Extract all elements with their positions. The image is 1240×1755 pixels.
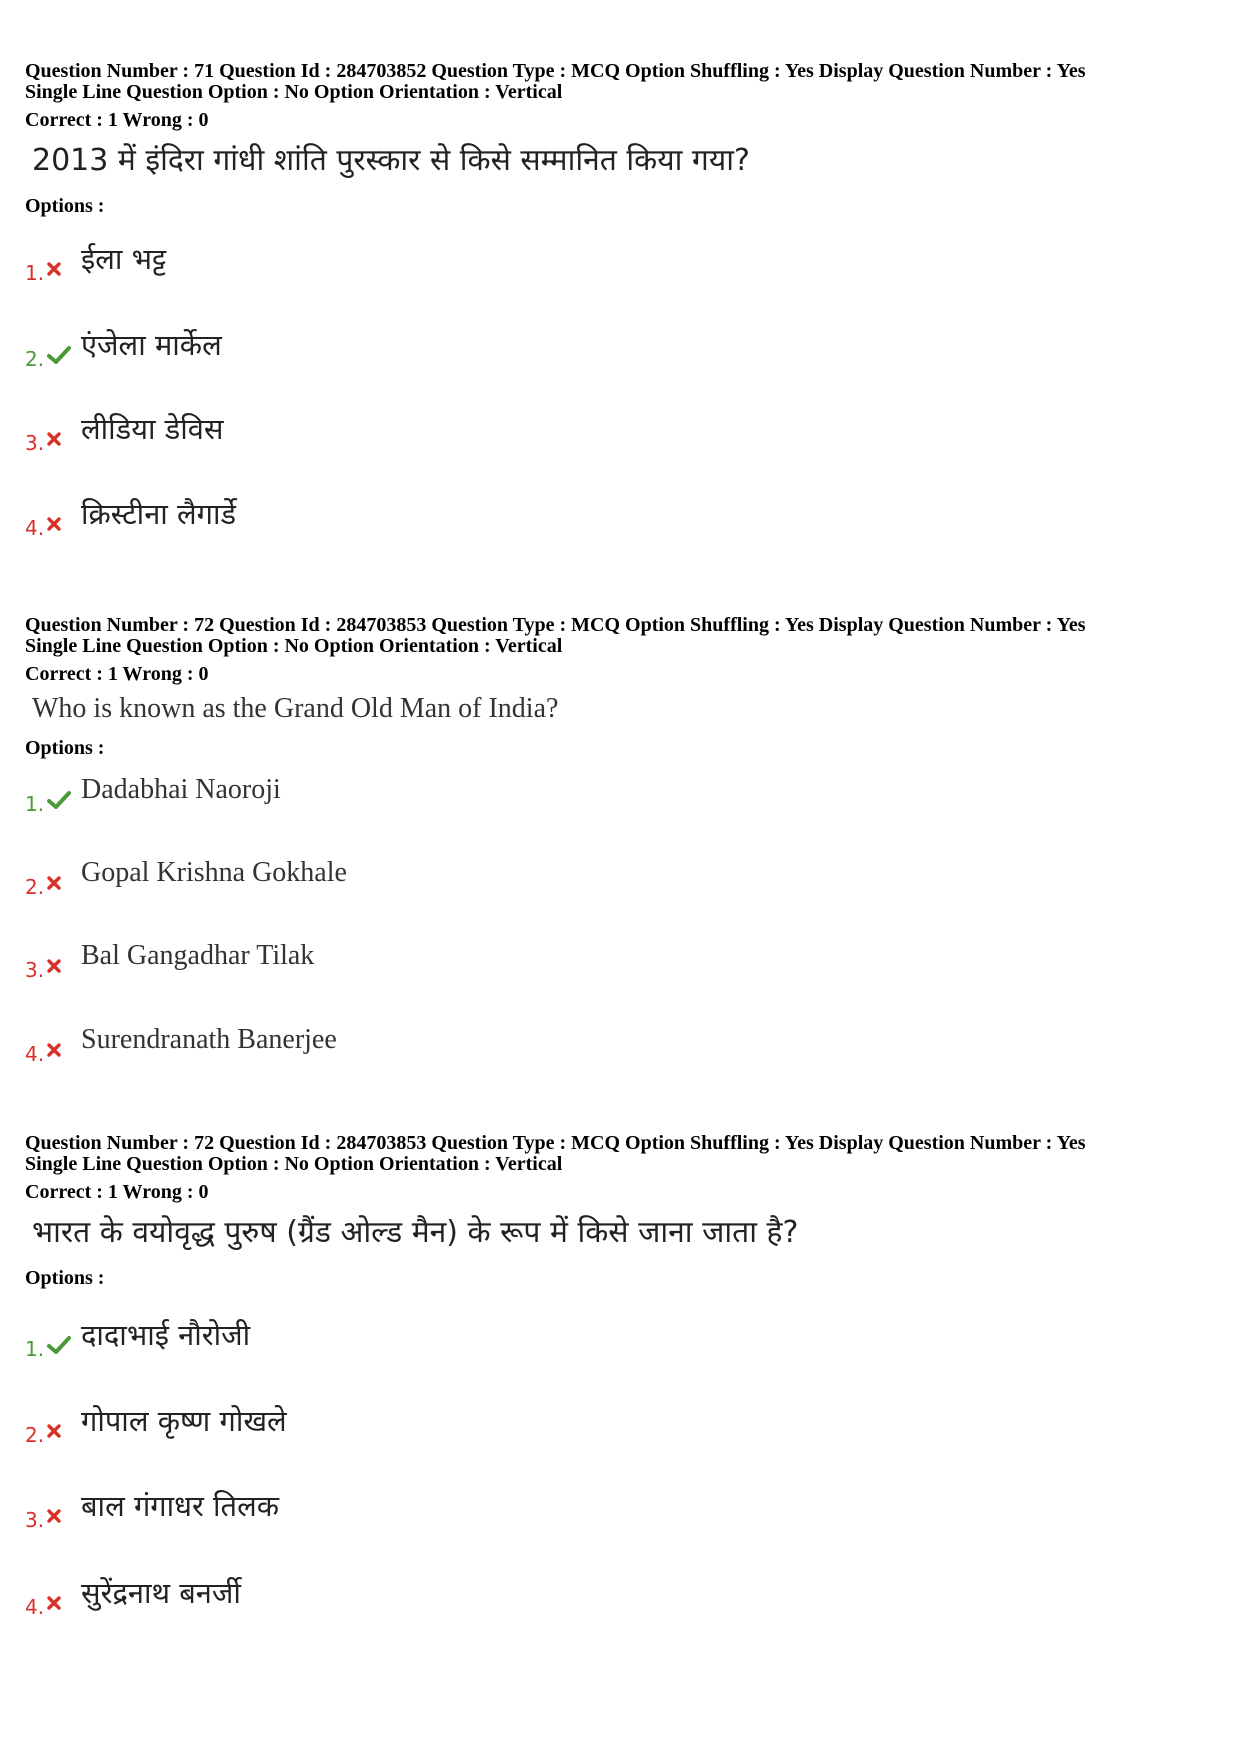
- cross-icon: [47, 1591, 81, 1615]
- option-text: सुरेंद्रनाथ बनर्जी: [81, 1576, 241, 1610]
- option-number: 3.: [25, 958, 45, 982]
- option-text: Surendranath Banerjee: [81, 1024, 337, 1055]
- question-meta-line2: Single Line Question Option : No Option Orientation : Vertical: [25, 1153, 563, 1175]
- option-3: [25, 413, 224, 453]
- option-4: [25, 1577, 241, 1617]
- option-number: 1.: [25, 1337, 45, 1361]
- option-number: 4.: [25, 516, 45, 540]
- option-text: बाल गंगाधर तिलक: [81, 1489, 280, 1523]
- cross-icon: [47, 427, 81, 451]
- question-score: Correct : 1 Wrong : 0: [25, 1181, 209, 1203]
- question-text: भारत के वयोवृद्ध पुरुष (ग्रैंड ओल्ड मैन) के रूप में किसे जाना जाता है?: [32, 1215, 799, 1250]
- question-meta-line1: Question Number : 72 Question Id : 284703853 Question Type : MCQ Option Shuffling : Yes Display Question Number : Yes: [25, 614, 1086, 636]
- option-number: 1.: [25, 261, 45, 285]
- option-number: 4.: [25, 1595, 45, 1619]
- question-meta-line2: Single Line Question Option : No Option Orientation : Vertical: [25, 635, 563, 657]
- question-meta-line2: Single Line Question Option : No Option Orientation : Vertical: [25, 81, 563, 103]
- option-text: लीडिया डेविस: [81, 412, 224, 446]
- question-block-72-hi: [25, 1132, 1220, 1619]
- option-2: [25, 329, 222, 369]
- option-4: [25, 1024, 337, 1064]
- question-text: Who is known as the Grand Old Man of India?: [32, 693, 559, 724]
- options-label: Options :: [25, 195, 105, 217]
- option-number: 3.: [25, 431, 45, 455]
- option-1: [25, 774, 281, 814]
- cross-icon: [47, 1504, 81, 1528]
- option-1: [25, 243, 166, 283]
- option-number: 1.: [25, 792, 45, 816]
- question-score: Correct : 1 Wrong : 0: [25, 663, 209, 685]
- option-2: [25, 1405, 287, 1445]
- option-text: Bal Gangadhar Tilak: [81, 940, 315, 971]
- check-icon: [47, 343, 81, 367]
- question-text: 2013 में इंदिरा गांधी शांति पुरस्कार से किसे सम्मानित किया गया?: [32, 143, 750, 178]
- option-text: एंजेला मार्केल: [81, 328, 222, 362]
- check-icon: [47, 1333, 81, 1357]
- option-text: Dadabhai Naoroji: [81, 774, 281, 805]
- question-meta-line1: Question Number : 72 Question Id : 284703853 Question Type : MCQ Option Shuffling : Yes Display Question Number : Yes: [25, 1132, 1086, 1154]
- check-icon: [47, 788, 81, 812]
- option-text: क्रिस्टीना लैगार्डे: [81, 497, 237, 531]
- option-3: [25, 940, 314, 980]
- option-number: 2.: [25, 875, 45, 899]
- cross-icon: [47, 1038, 81, 1062]
- question-score: Correct : 1 Wrong : 0: [25, 109, 209, 131]
- option-text: दादाभाई नौरोजी: [81, 1318, 251, 1352]
- option-text: Gopal Krishna Gokhale: [81, 857, 347, 888]
- options-label: Options :: [25, 737, 105, 759]
- cross-icon: [47, 954, 81, 978]
- option-number: 2.: [25, 347, 45, 371]
- question-block-72-en: [25, 614, 1220, 1066]
- option-3: [25, 1490, 279, 1530]
- cross-icon: [47, 257, 81, 281]
- options-label: Options :: [25, 1267, 105, 1289]
- option-number: 4.: [25, 1042, 45, 1066]
- cross-icon: [47, 1419, 81, 1443]
- option-2: [25, 857, 347, 897]
- cross-icon: [47, 512, 81, 536]
- option-1: [25, 1319, 250, 1359]
- option-4: [25, 498, 236, 538]
- option-number: 3.: [25, 1508, 45, 1532]
- option-number: 2.: [25, 1423, 45, 1447]
- option-text: ईला भट्ट: [81, 242, 167, 276]
- cross-icon: [47, 871, 81, 895]
- option-text: गोपाल कृष्ण गोखले: [81, 1404, 287, 1438]
- question-block-71: [25, 60, 1220, 540]
- question-meta-line1: Question Number : 71 Question Id : 284703852 Question Type : MCQ Option Shuffling : Yes Display Question Number : Yes: [25, 60, 1086, 82]
